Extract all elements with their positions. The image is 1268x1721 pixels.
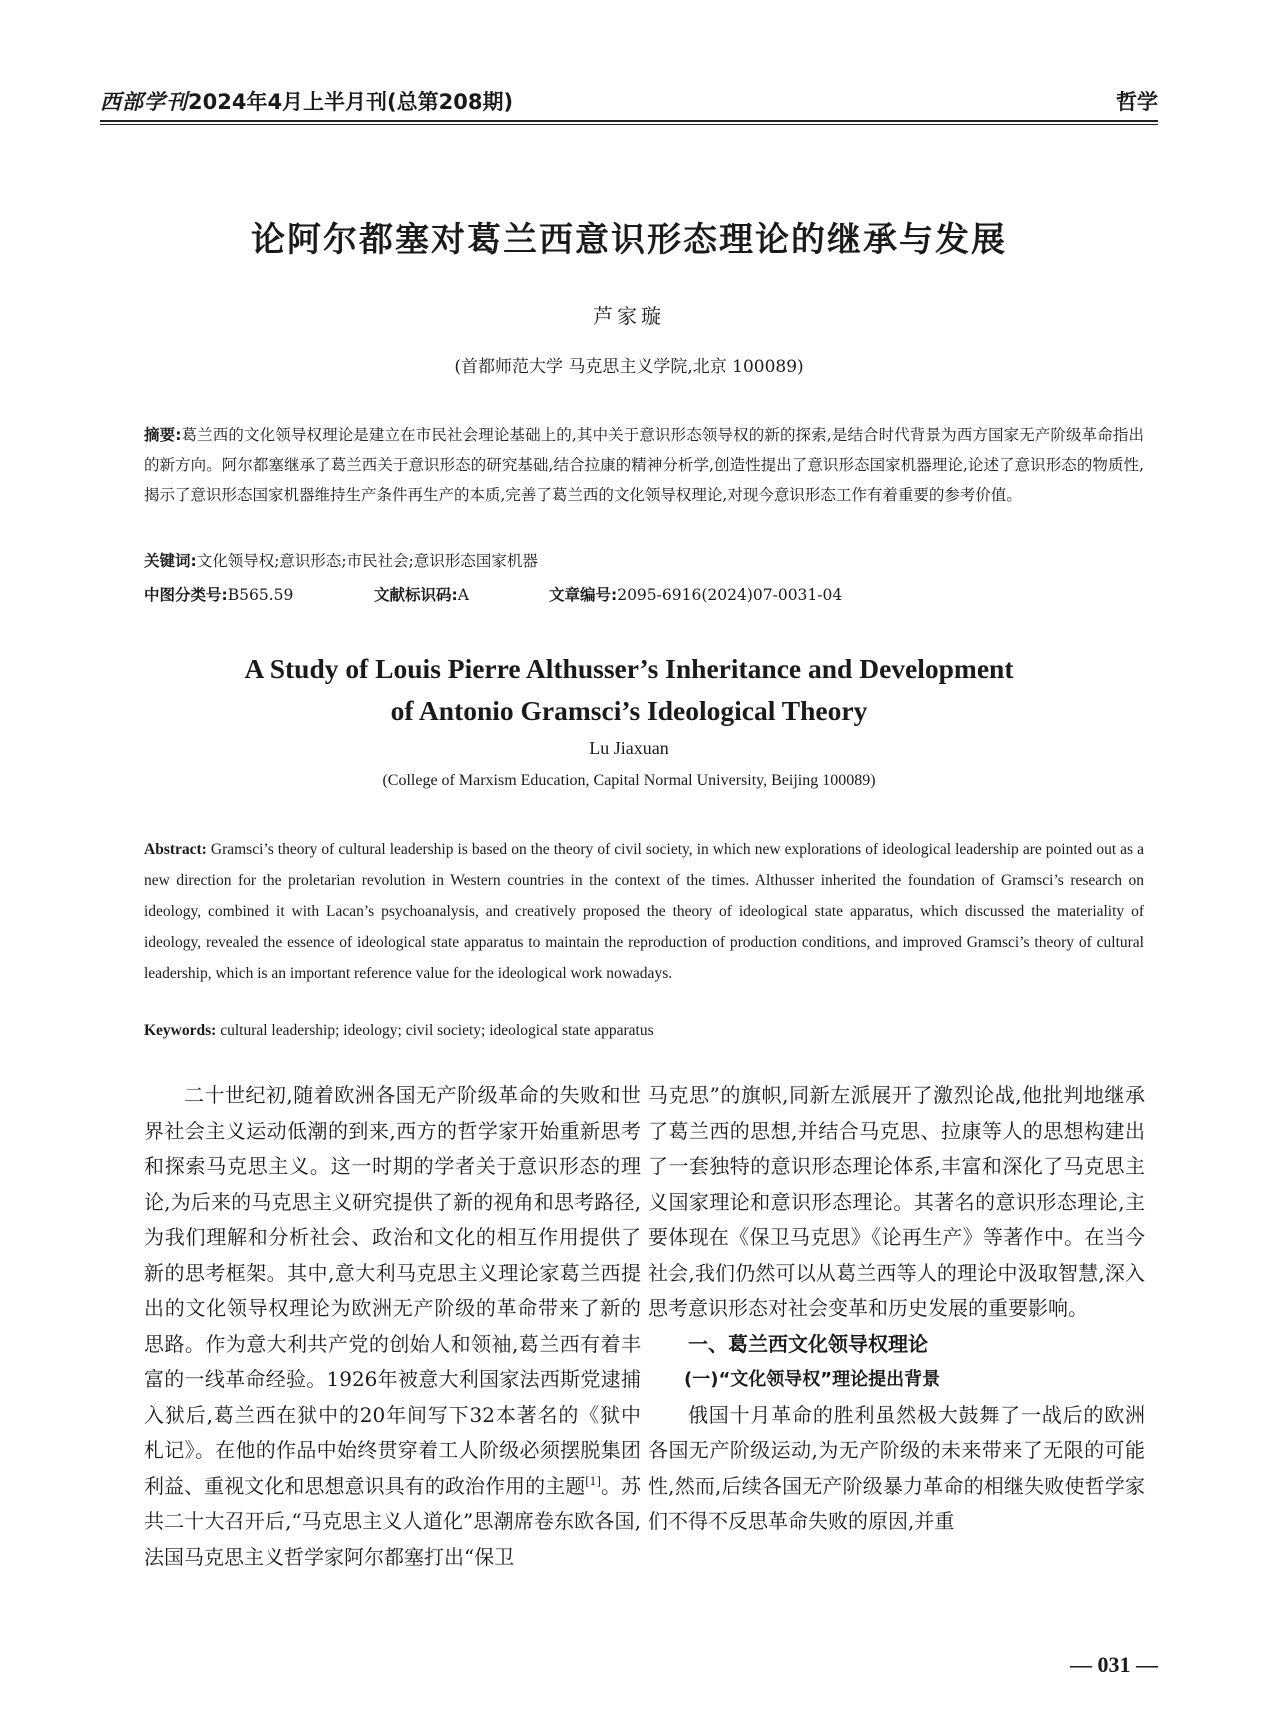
subsection-heading: (一)“文化领导权”理论提出背景 [684, 1369, 941, 1390]
keywords-cn [144, 549, 1144, 571]
clc-value: B565.59 [227, 586, 294, 604]
header-rule-thin [100, 124, 1158, 125]
affiliation-cn: (首都师范大学 马克思主义学院,北京 100089) [454, 357, 804, 377]
document-code [374, 583, 549, 605]
page-number: — 031 — [1070, 1652, 1158, 1677]
section-heading: 一、葛兰西文化领导权理论 [688, 1331, 928, 1356]
abstract-en [144, 834, 1144, 989]
citation-marker: [1] [585, 1474, 601, 1488]
keywords-text-en: cultural leadership; ideology; civil society; ideological state apparatus [220, 1022, 654, 1039]
abstract-text-cn: 葛兰西的文化领导权理论是建立在市民社会理论基础上的,其中关于意识形态领导权的新的探索,是结合时代背景为西方国家无产阶级革命指出的新方向。阿尔都塞继承了葛兰西关于意识形态的研究基础,结合拉康的精神分析学,创造性提出了意识形态国家机器理论,论述了意识形态的物质性,揭示了意识形态国家机器维持生产条件再生产的本质,完善了葛兰西的文化领导权理论,对现今意识形态工作有着重要的参考价值。 [144, 426, 1145, 504]
article-title-en [100, 648, 1158, 732]
keywords-en [144, 1022, 1144, 1040]
article-no-value: 2095-6916(2024)07-0031-04 [617, 586, 843, 604]
body-column-right [648, 1078, 1145, 1540]
clc-label: 中图分类号: [144, 586, 228, 604]
journal-issue-line [100, 86, 513, 116]
paragraph-text-continued: 。苏共二十大召开后,“马克思主义人道化”思潮席卷东欧各国,法国马克思主义哲学家阿尔都塞打出“保卫 [144, 1473, 642, 1569]
abstract-text-en: Gramsci’s theory of cultural leadership is based on the theory of civil society, in which new explorations of ideological leadership are pointed out as a new direction for the proletarian revolution in Western countries in the context of the times. Althusser inherited the foundation of Gramsci’s research on ideology, combined it with Lacan’s psychoanalysis, and creatively proposed the theory of ideological state apparatus, which discussed the materiality of ideology, revealed the essence of ideological state apparatus to maintain the reproduction of production conditions, and improved Gramsci’s theory of cultural leadership, which is an important reference value for the ideological work nowadays. [144, 841, 1145, 982]
abstract-cn [144, 420, 1144, 510]
title-en-line-2: of Antonio Gramsci’s Ideological Theory [390, 695, 868, 726]
keywords-label-cn: 关键词: [144, 552, 197, 570]
keywords-label-en: Keywords: [144, 1022, 217, 1039]
clc-number [144, 583, 374, 605]
classification-row [144, 583, 1144, 605]
doc-code-value: A [457, 586, 469, 604]
author-cn: 芦家璇 [593, 304, 665, 328]
journal-name: 西部学刊 [100, 90, 188, 114]
abstract-label-en: Abstract: [144, 841, 207, 858]
header-rule [100, 120, 1158, 122]
section-name: 哲学 [1116, 90, 1158, 114]
body-paragraph-continued: 马克思”的旗帜,同新左派展开了激烈论战,他批判地继承了葛兰西的思想,并结合马克思、拉康等人的思想构建出了一套独特的意识形态理论体系,丰富和深化了马克思主义国家理论和意识形态理论。其著名的意识形态理论,主要体现在《保卫马克思》《论再生产》等著作中。在当今社会,我们仍然可以从葛兰西等人的理论中汲取智慧,深入思考意识形态对社会变革和历史发展的重要影响。 [648, 1083, 1145, 1320]
doc-code-label: 文献标识码: [374, 586, 458, 604]
article-number [549, 583, 842, 605]
body-paragraph [144, 1078, 641, 1575]
body-paragraph: 俄国十月革命的胜利虽然极大鼓舞了一战后的欧洲各国无产阶级运动,为无产阶级的未来带来了无限的可能性,然而,后续各国无产阶级暴力革命的相继失败使哲学家们不得不反思革命失败的原因,并重 [648, 1402, 1145, 1533]
abstract-label-cn: 摘要: [144, 426, 182, 444]
keywords-text-cn: 文化领导权;意识形态;市民社会;意识形态国家机器 [196, 552, 538, 570]
body-column-left [144, 1078, 641, 1575]
running-header [100, 86, 1158, 116]
article-no-label: 文章编号: [549, 586, 618, 604]
author-en: Lu Jiaxuan [589, 738, 669, 758]
article-title-cn: 论阿尔都塞对葛兰西意识形态理论的继承与发展 [251, 220, 1007, 260]
title-en-line-1: A Study of Louis Pierre Althusser’s Inheritance and Development [244, 653, 1014, 684]
affiliation-en: (College of Marxism Education, Capital Normal University, Beijing 100089) [382, 772, 876, 789]
paragraph-text: 二十世纪初,随着欧洲各国无产阶级革命的失败和世界社会主义运动低潮的到来,西方的哲学家开始重新思考和探索马克思主义。这一时期的学者关于意识形态的理论,为后来的马克思主义研究提供了新的视角和思考路径,为我们理解和分析社会、政治和文化的相互作用提供了新的思考框架。其中,意大利马克思主义理论家葛兰西提出的文化领导权理论为欧洲无产阶级的革命带来了新的思路。作为意大利共产党的创始人和领袖,葛兰西有着丰富的一线革命经验。1926年被意大利国家法西斯党逮捕入狱后,葛兰西在狱中的20年间写下32本著名的《狱中札记》。在他的作品中始终贯穿着工人阶级必须摆脱集团利益、重视文化和思想意识具有的政治作用的主题 [144, 1083, 641, 1498]
issue-info: 2024年4月上半月刊(总第208期) [188, 90, 514, 114]
